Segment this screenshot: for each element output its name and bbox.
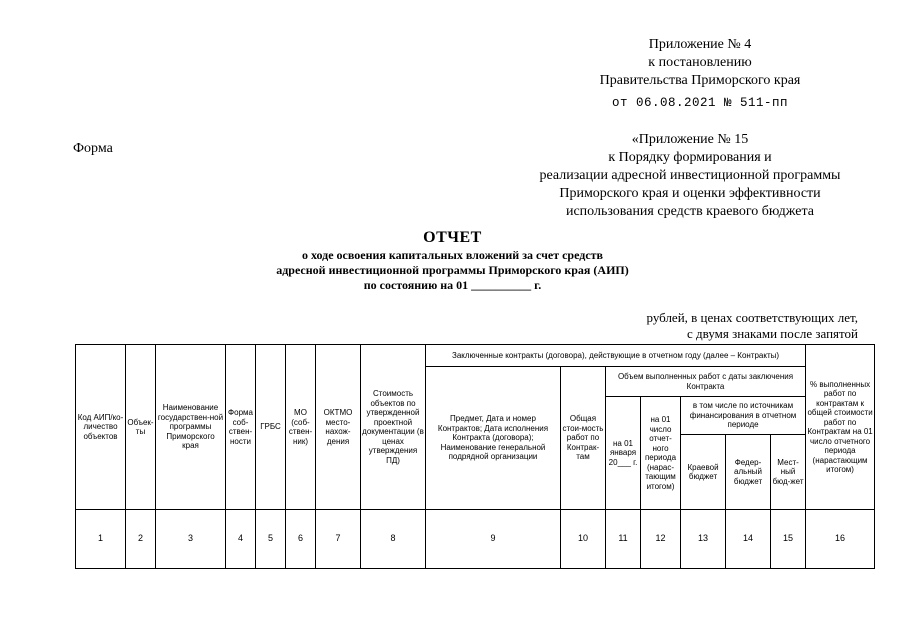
header-program-name: Наименование государствен-ной программы Приморского края	[156, 345, 226, 510]
form-label: Форма	[73, 141, 113, 156]
header-sources: в том числе по источникам финансирования в отчетном периоде	[681, 397, 806, 435]
column-number: 2	[126, 510, 156, 569]
column-number: 13	[681, 510, 726, 569]
header-jan1: на 01 января 20___ г.	[606, 397, 641, 510]
report-subtitle-line-1: о ходе освоения капитальных вложений за счет средств	[301, 248, 604, 262]
appendix-line-1: Приложение № 4	[648, 37, 752, 52]
units-line-1: рублей, в ценах соответствующих лет,	[646, 310, 858, 325]
appendix15-block	[490, 131, 890, 221]
column-number: 1	[76, 510, 126, 569]
report-subtitle	[230, 248, 675, 293]
header-grbs: ГРБС	[256, 345, 286, 510]
appendix15-line-3: реализации адресной инвестиционной программы	[539, 168, 841, 183]
header-oktmo: ОКТМО место-нахож-дения	[316, 345, 361, 510]
appendix-block	[560, 36, 840, 112]
column-number: 16	[806, 510, 875, 569]
header-federal: Федер-альный бюджет	[726, 435, 771, 510]
header-mo: МО (соб-ствен-ник)	[286, 345, 316, 510]
column-number: 4	[226, 510, 256, 569]
column-number: 7	[316, 510, 361, 569]
column-number: 9	[426, 510, 561, 569]
report-table	[75, 344, 875, 569]
header-regional: Краевой бюджет	[681, 435, 726, 510]
report-subtitle-line-3: по состоянию на 01 __________ г.	[363, 278, 542, 292]
header-object: Объек-ты	[126, 345, 156, 510]
appendix15-line-1: «Приложение № 15	[631, 132, 749, 147]
header-contracts: Заключенные контракты (договора), действующие в отчетном году (далее – Контракты)	[426, 345, 806, 367]
header-code: Код АИП/ко-личество объектов	[76, 345, 126, 510]
appendix-line-3: Правительства Приморского края	[599, 73, 801, 88]
header-period: на 01 число отчет-ного периода (нарас-тающим итогом)	[641, 397, 681, 510]
column-number: 5	[256, 510, 286, 569]
appendix15-line-2: к Порядку формирования и	[608, 150, 772, 165]
report-title: ОТЧЕТ	[423, 229, 482, 246]
appendix15-line-5: использования средств краевого бюджета	[565, 204, 815, 219]
column-number: 3	[156, 510, 226, 569]
units-note	[647, 310, 859, 342]
report-subtitle-line-2: адресной инвестиционной программы Приморского края (АИП)	[276, 263, 629, 277]
column-number: 6	[286, 510, 316, 569]
header-cost: Стоимость объектов по утвержденной проектной документации (в ценах утверждения ПД)	[361, 345, 426, 510]
column-number: 12	[641, 510, 681, 569]
column-number: 14	[726, 510, 771, 569]
header-local: Мест-ный бюд-жет	[771, 435, 806, 510]
header-percent: % выполненных работ по контрактам к общей стоимости работ по Контрактам на 01 число отчетного периода (нарастающим итогом)	[806, 345, 875, 510]
column-number: 8	[361, 510, 426, 569]
units-line-2: с двумя знаками после запятой	[687, 326, 858, 341]
appendix-line-2: к постановлению	[648, 55, 752, 70]
column-numbers-row	[76, 510, 875, 569]
header-total-cost: Общая стои-мость работ по Контрак-там	[561, 367, 606, 510]
decree-date: от 06.08.2021 № 511-пп	[611, 96, 789, 110]
header-ownership: Форма соб-ствен-ности	[226, 345, 256, 510]
column-number: 10	[561, 510, 606, 569]
header-volume: Объем выполненных работ с даты заключения Контракта	[606, 367, 806, 397]
column-number: 15	[771, 510, 806, 569]
column-number: 11	[606, 510, 641, 569]
appendix15-line-4: Приморского края и оценки эффективности	[559, 186, 821, 201]
header-subject: Предмет, Дата и номер Контрактов; Дата исполнения Контракта (договора); Наименование генеральной подрядной организации	[426, 367, 561, 510]
